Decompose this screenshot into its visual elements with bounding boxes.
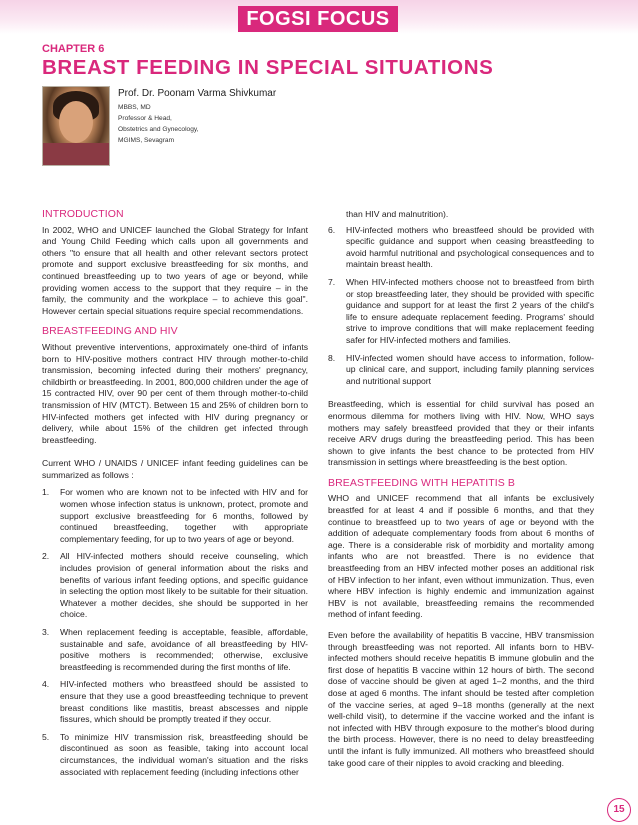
hiv-paragraph: Without preventive interventions, approximately one-third of infants born to HIV-positive mothers contract HIV through mother-to-child transmission, becoming infected during their mothers' pregnancy, childbirth or breastfeeding. In 2001, 800,000 children under the age of 15 contracted HIV, over 90 per cent of them through mother-to-child transmission of HIV (MTCT). Between 15 and 25% of children born to HIV-infected mothers get infected with HIV during pregnancy or delivery, while about 15% of the children get infected through breastfeeding.	[42, 341, 308, 445]
hepb-paragraph-1: WHO and UNICEF recommend that all infants be exclusively breastfed for at least 4 and if possible 6 months, and that they continue to breastfeed up to two years of age or beyond with the addition of adequate complementary foods from about 6 months of age. There is a considerable risk of morbidity and mortality among infants who are not breastfed. There is no evidence that breastfeeding from an HBV infected mother poses an additional risk of HBV infection to her infant, even without immunization. Thus, even where HBV infection is highly endemic and immunization against HBV is not available, breastfeeding remains the recommended method of infant feeding.	[328, 493, 594, 620]
left-column	[42, 209, 308, 784]
guidelines-list-right	[328, 225, 594, 388]
author-institution: MGIMS, Sevagram	[118, 137, 175, 144]
list-item: 1. For women who are known not to be infected with HIV and for women whose infection status is unknown, protect, promote and support exclusive breastfeeding for 6 months, followed by continued breastfeeding, together with appropriate complementary feeding, for up to two years of age or beyond.	[42, 487, 308, 544]
guidelines-list-left	[42, 487, 308, 778]
section-heading-hiv: BREASTFEEDING AND HIV	[42, 325, 178, 338]
list-item: 5. To minimize HIV transmission risk, breastfeeding should be discontinued as soon as feasible, taking into account local circumstances, the individual woman's situation and the risks associated with replacement feeding (including infections other	[42, 731, 308, 777]
essential-paragraph: Breastfeeding, which is essential for child survival has posed an enormous dilemma for mothers living with HIV. Now, WHO says mothers may safely breastfeed provided that they or their infants receive ARV drugs during the breastfeeding period. This has been shown to give infants the best chance to be protected from HIV transmission in settings where breastfeeding is the best option.	[328, 399, 594, 468]
chapter-label: CHAPTER 6	[42, 43, 105, 55]
author-block	[118, 88, 276, 146]
intro-paragraph: In 2002, WHO and UNICEF launched the Global Strategy for Infant and Young Child Feeding which calls upon all governments and others "to ensure that all health and other relevant sectors protect promote and support exclusive breastfeeding for six months, and continued breastfeeding up to two years of age or beyond, while providing women access to the support that they require – in the family, the community and the workplace – to achieve this goal". However certain special situations require special recommendations.	[42, 224, 308, 316]
list-item: 4. HIV-infected mothers who breastfeed should be assisted to ensure that they use a good breastfeeding technique to prevent breast conditions like mastitis, breast abscesses and nipple fissures, which should be promptly treated if they occur.	[42, 679, 308, 725]
guidelines-intro: Current WHO / UNAIDS / UNICEF infant feeding guidelines can be summarized as follows :	[42, 458, 308, 480]
list-item: 3. When replacement feeding is acceptable, feasible, affordable, sustainable and safe, avoidance of all breastfeeding by HIV-positive mothers is recommended; otherwise, exclusive breastfeeding is recommended during the first months of life.	[42, 627, 308, 672]
author-position: Professor & Head,	[118, 115, 172, 122]
author-photo	[42, 86, 110, 166]
author-department: Obstetrics and Gynecology,	[118, 126, 199, 133]
list-item: 7. When HIV-infected mothers choose not to breastfeed from birth or stop breastfeeding later, they should be provided with specific guidance and support for at least the first 2 years of the child's life to ensure adequate replacement feeding. Programs' should strive to improve conditions that will make replacement feeding safer for HIV-infected mothers and families.	[328, 276, 594, 345]
hepb-paragraph-2: Even before the availability of hepatitis B vaccine, HBV transmission through breastfeeding was not reported. All infants born to HBV-infected mothers should receive hepatitis B immune globulin and the first dose of hepatitis B vaccine within 12 hours of birth. The second dose of vaccine should be given at aged 1–2 months, and the third dose at aged 6 months. The infant should be tested after completion of the vaccine series, at aged 9–18 months (generally at the next well-child visit), to determine if the vaccine worked and the infant is not infected with HBV through exposure to the mother's blood during the birth process. However, there is no need to delay breastfeeding until the infant is fully immunized. All mothers who breastfeed should take good care of their nipples to avoid cracking and bleeding.	[328, 630, 594, 768]
article-title: BREAST FEEDING IN SPECIAL SITUATIONS	[42, 56, 494, 79]
header-banner	[0, 0, 638, 34]
section-heading-introduction: INTRODUCTION	[42, 208, 124, 220]
list-item: 8. HIV-infected women should have access to information, follow-up clinical care, and support, including family planning services and nutritional support	[328, 352, 594, 386]
list-item: 6. HIV-infected mothers who breastfeed should be provided with specific guidance and support when ceasing breastfeeding to avoid harmful nutritional and psychological consequences and to maintain breast health.	[328, 224, 594, 270]
section-heading-hepatitis-b: BREASTFEEDING WITH HEPATITIS B	[328, 476, 515, 489]
author-degree: MBBS, MD	[118, 104, 151, 111]
right-column	[328, 209, 594, 778]
author-name: Prof. Dr. Poonam Varma Shivkumar	[118, 88, 277, 99]
banner-title: FOGSI FOCUS	[238, 6, 398, 32]
list-continuation: than HIV and malnutrition).	[346, 209, 449, 219]
list-item: 2. All HIV-infected mothers should receive counseling, which includes provision of general information about the risks and benefits of various infant feeding options, and specific guidance in selecting the option most likely to be suitable for their situation. Whatever a mother decides, she should be supported in her choice.	[42, 551, 308, 620]
page-number: 15	[607, 798, 631, 822]
